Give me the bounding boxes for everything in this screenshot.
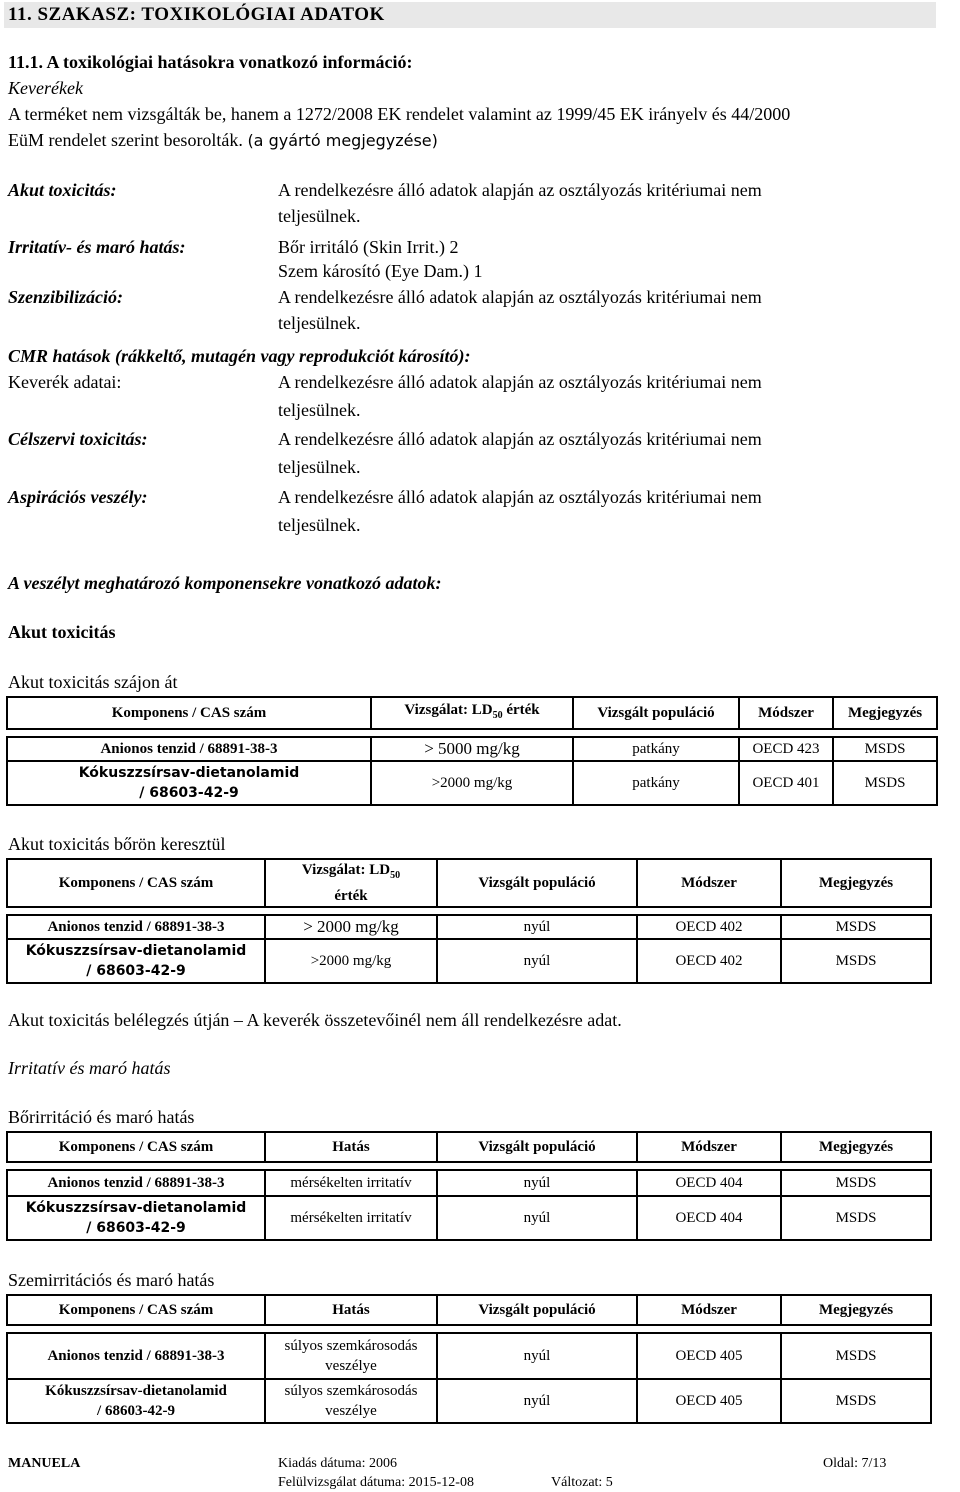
section-title: 11. SZAKASZ: TOXIKOLÓGIAI ADATOK [8,4,385,25]
oral-toxicity-table [6,696,938,806]
aspiration-label: Aspirációs veszély: [8,487,148,507]
irritation-value-skin: Bőr irritáló (Skin Irrit.) 2 [278,237,459,257]
dermal-table-label: Akut toxicitás bőrön keresztül [8,834,226,854]
dermal-toxicity-table [6,858,932,984]
mixtures-label: Keverékek [8,78,83,98]
oral-table-label: Akut toxicitás szájon át [8,672,178,692]
irritation-label: Irritatív- és maró hatás: [8,237,186,257]
intro-line-1: A terméket nem vizsgálták be, hanem a 1272/2008 EK rendelet valamint az 1999/45 EK irányelv és 44/2000 [8,104,791,124]
table-row: Kókuszzsírsav-dietanolamid / 68603-42-9 mérsékelten irritatív nyúl OECD 404 MSDS [7,1196,931,1240]
table-row: Kókuszzsírsav-dietanolamid / 68603-42-9 súlyos szemkárosodás veszélye nyúl OECD 405 MSDS [7,1379,931,1423]
skin-irritation-table [6,1131,932,1241]
table-row: Kókuszzsírsav-dietanolamid / 68603-42-9 >2000 mg/kg nyúl OECD 402 MSDS [7,939,931,983]
skin-table-label: Bőrirritáció és maró hatás [8,1107,195,1127]
table-header-row: Komponens / CAS szám Hatás Vizsgált populáció Módszer Megjegyzés [7,1132,931,1162]
footer-version: Változat: 5 [551,1475,613,1490]
sensitization-label: Szenzibilizáció: [8,287,124,307]
irritation-heading: Irritatív és maró hatás [8,1058,171,1078]
irritation-value-eye: Szem károsító (Eye Dam.) 1 [278,261,483,281]
acute-toxicity-label: Akut toxicitás: [8,180,117,200]
footer-product: MANUELA [8,1456,81,1471]
table-row: Anionos tenzid / 68891-38-3 > 2000 mg/kg nyúl OECD 402 MSDS [7,915,931,939]
table-row: Kókuszzsírsav-dietanolamid / 68603-42-9 >2000 mg/kg patkány OECD 401 MSDS [7,761,937,805]
target-organ-label: Célszervi toxicitás: [8,429,148,449]
table-row: Anionos tenzid / 68891-38-3 > 5000 mg/kg patkány OECD 423 MSDS [7,737,937,761]
components-heading: A veszélyt meghatározó komponensekre vonatkozó adatok: [8,573,442,593]
footer-page-number: Oldal: 7/13 [823,1456,887,1471]
acute-toxicity-heading: Akut toxicitás [8,622,116,642]
footer-revision-date: Felülvizsgálat dátuma: 2015-12-08 [278,1475,474,1490]
subsection-heading: 11.1. A toxikológiai hatásokra vonatkozó információ: [8,52,413,72]
footer-issue-date: Kiadás dátuma: 2006 [278,1456,397,1471]
table-header-row: Komponens / CAS szám Hatás Vizsgált populáció Módszer Megjegyzés [7,1295,931,1325]
mixture-data-label: Keverék adatai: [8,372,122,392]
intro-line-2: EüM rendelet szerint besorolták. (a gyártó megjegyzése) [8,130,438,150]
eye-table-label: Szemirritációs és maró hatás [8,1270,215,1290]
cmr-heading: CMR hatások (rákkeltő, mutagén vagy reprodukciót károsító): [8,346,471,366]
section-header-bar [4,2,936,28]
table-header-row: Komponens / CAS szám Vizsgálat: $LD_{50}$ érték Vizsgált populáció Módszer Megjegyzés [7,859,931,907]
eye-irritation-table [6,1294,932,1424]
table-row: Anionos tenzid / 68891-38-3 súlyos szemkárosodás veszélye nyúl OECD 405 MSDS [7,1333,931,1379]
table-header-row: Komponens / CAS szám Vizsgálat: $LD_{50}$ érték Vizsgált populáció Módszer Megjegyzés [7,697,937,729]
table-row: Anionos tenzid / 68891-38-3 mérsékelten irritatív nyúl OECD 404 MSDS [7,1170,931,1196]
sensitization-value: A rendelkezésre álló adatok alapján az osztályozás kritériumai nem [278,287,762,307]
acute-toxicity-value: A rendelkezésre álló adatok alapján az osztályozás kritériumai nem [278,180,762,200]
inhalation-text: Akut toxicitás belélegzés útján – A keverék összetevőinél nem áll rendelkezésre adat. [8,1010,622,1030]
